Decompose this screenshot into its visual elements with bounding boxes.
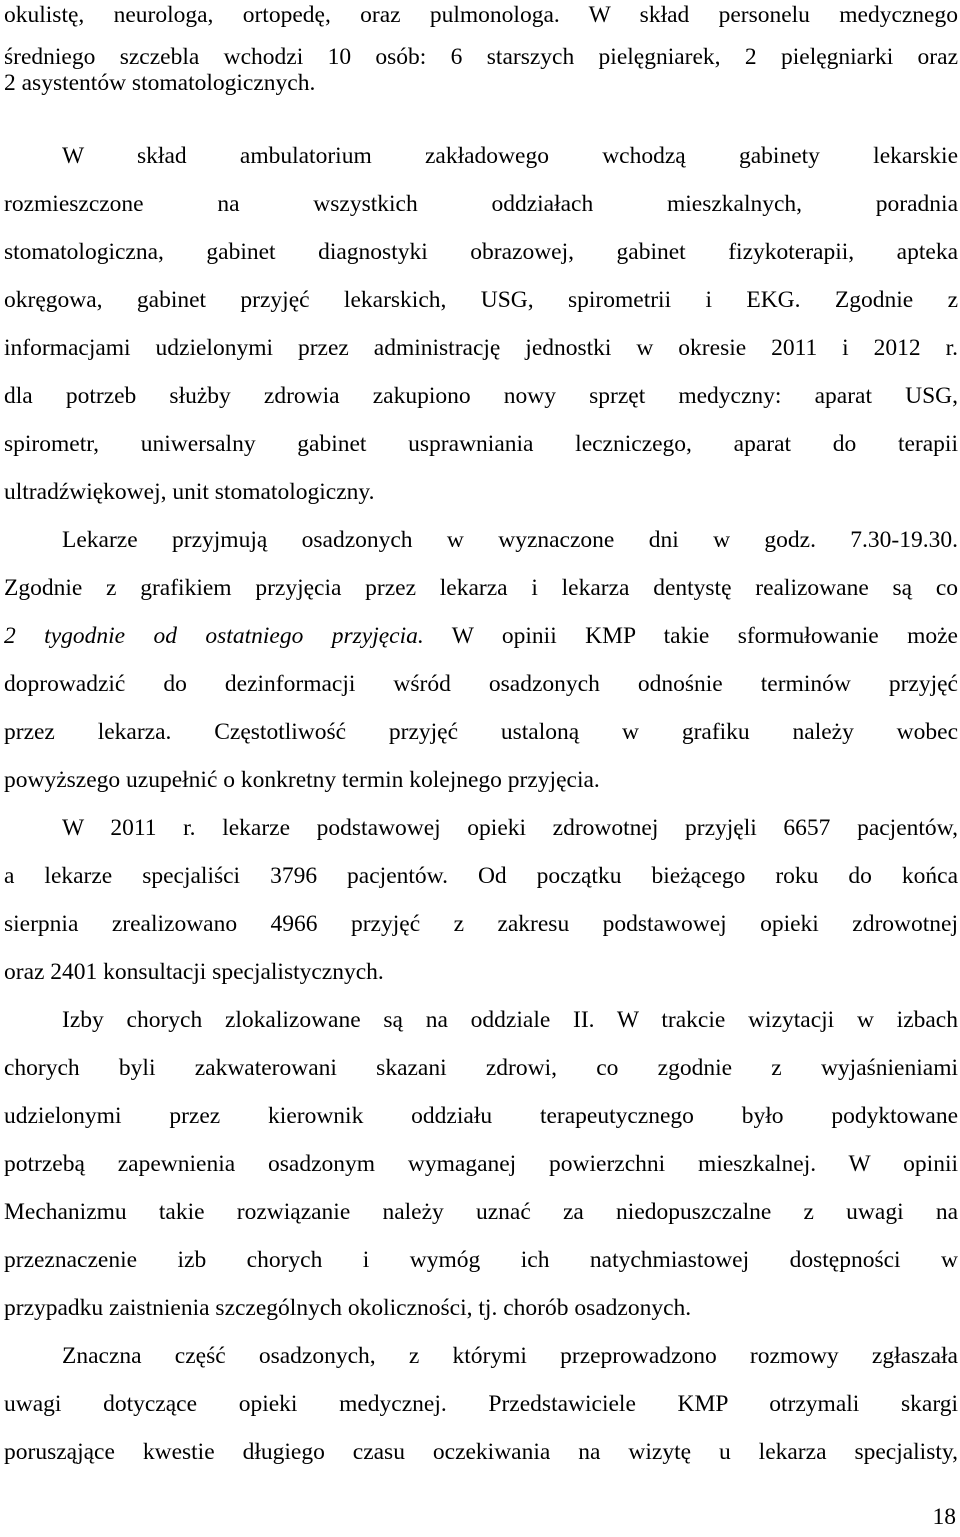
text-line: Zgodnie z grafikiem przyjęcia przez lekarza i lekarza dentystę realizowane są co (4, 575, 958, 601)
text-line: przez lekarza. Częstotliwość przyjęć ustaloną w grafiku należy wobec (4, 719, 958, 745)
text-line: oraz 2401 konsultacji specjalistycznych. (4, 959, 384, 985)
text-line: okręgowa, gabinet przyjęć lekarskich, USG, spirometrii i EKG. Zgodnie z (4, 287, 958, 313)
text-line: przeznaczenie izb chorych i wymóg ich natychmiastowej dostępności w (4, 1247, 958, 1273)
text-line: potrzebą zapewnienia osadzonym wymaganej powierzchni mieszkalnej. W opinii (4, 1151, 958, 1177)
text-line: W skład ambulatorium zakładowego wchodzą gabinety lekarskie (62, 143, 958, 169)
text-line: informacjami udzielonymi przez administrację jednostki w okresie 2011 i 2012 r. (4, 335, 958, 361)
text-line: powyższego uzupełnić o konkretny termin kolejnego przyjęcia. (4, 767, 600, 793)
page-number: 18 (932, 1504, 956, 1530)
text-line: Lekarze przyjmują osadzonych w wyznaczone dni w godz. 7.30-19.30. (62, 527, 958, 553)
text-line: przypadku zaistnienia szczególnych okoliczności, tj. chorób osadzonych. (4, 1295, 692, 1321)
text-line: doprowadzić do dezinformacji wśród osadzonych odnośnie terminów przyjęć (4, 671, 958, 697)
text-line: uwagi dotyczące opieki medycznej. Przedstawiciele KMP otrzymali skargi (4, 1391, 958, 1417)
text-line: okulistę, neurologa, ortopedę, oraz pulmonologa. W skład personelu medycznego (4, 2, 958, 28)
text-line: Mechanizmu takie rozwiązanie należy uznać za niedopuszczalne z uwagi na (4, 1199, 958, 1225)
text-line: stomatologiczna, gabinet diagnostyki obrazowej, gabinet fizykoterapii, apteka (4, 239, 958, 265)
text-line: a lekarze specjaliści 3796 pacjentów. Od początku bieżącego roku do końca (4, 863, 958, 889)
text-line: ultradźwiękowej, unit stomatologiczny. (4, 479, 375, 505)
text-line: porusząjące kwestie długiego czasu oczekiwania na wizytę u lekarza specjalisty, (4, 1439, 958, 1465)
text-line (4, 612, 958, 660)
text-line: Znaczna część osadzonych, z którymi przeprowadzono rozmowy zgłaszała (62, 1343, 958, 1369)
text-line: spirometr, uniwersalny gabinet usprawniania leczniczego, aparat do terapii (4, 431, 958, 457)
text-line: Izby chorych zlokalizowane są na oddziale II. W trakcie wizytacji w izbach (62, 1007, 958, 1033)
normal-segment: W opinii KMP takie sformułowanie może (423, 623, 958, 649)
text-line: W 2011 r. lekarze podstawowej opieki zdrowotnej przyjęli 6657 pacjentów, (62, 815, 958, 841)
italic-segment: 2 tygodnie od ostatniego przyjęcia. (4, 623, 424, 649)
text-line: średniego szczebla wchodzi 10 osób: 6 starszych pielęgniarek, 2 pielęgniarki oraz (4, 44, 958, 70)
text-line: dla potrzeb służby zdrowia zakupiono nowy sprzęt medyczny: aparat USG, (4, 383, 958, 409)
text-line: udzielonymi przez kierownik oddziału terapeutycznego było podyktowane (4, 1103, 958, 1129)
text-line: 2 asystentów stomatologicznych. (4, 70, 316, 96)
text-line: rozmieszczone na wszystkich oddziałach mieszkalnych, poradnia (4, 191, 958, 217)
text-line: chorych byli zakwaterowani skazani zdrowi, co zgodnie z wyjaśnieniami (4, 1055, 958, 1081)
text-line: sierpnia zrealizowano 4966 przyjęć z zakresu podstawowej opieki zdrowotnej (4, 911, 958, 937)
